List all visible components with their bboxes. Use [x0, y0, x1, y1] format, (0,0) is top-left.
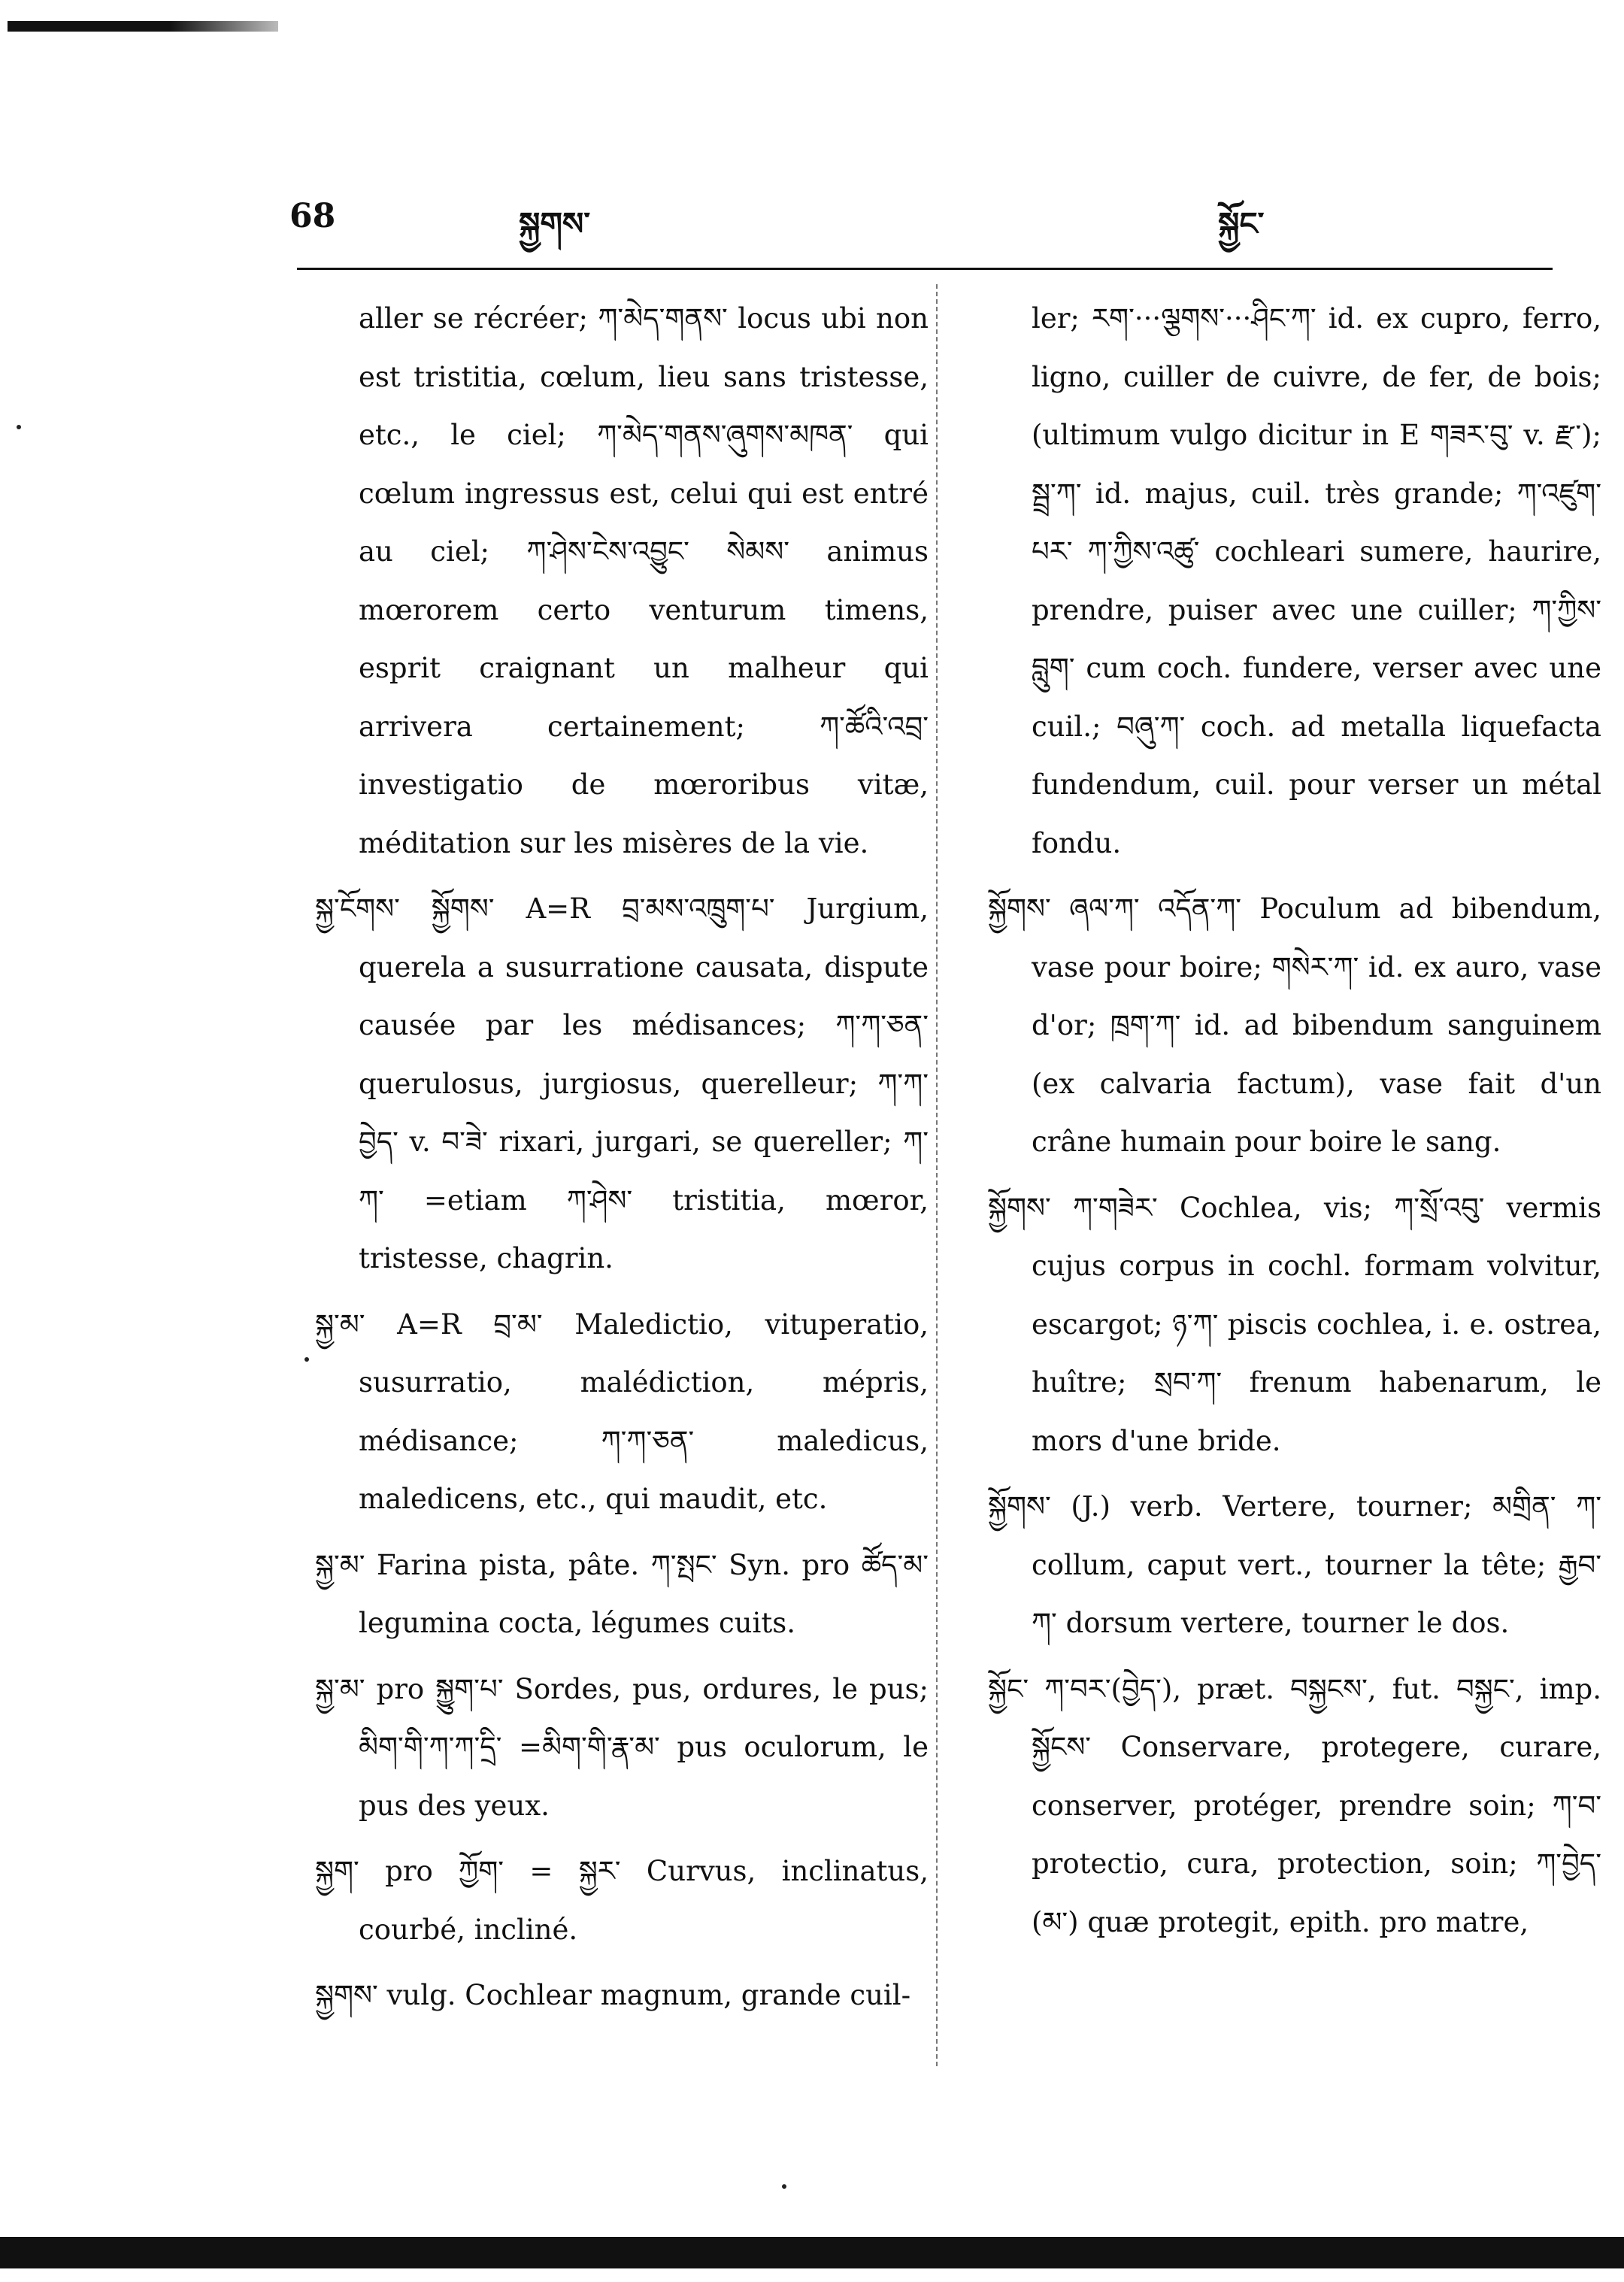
left-column: [304, 289, 929, 2032]
entry-text: སྐྱ་ངོགས་ སྐྱོགས་ A=R བྲ་མས་འཁྲུག་པ་ Jurgium, querela a susurratione causata, dispute causée par les médisances; ཀ་ཀ་ཅན་ querulosus, jurgiosus, querelleur; ཀ་ཀ་བྱེད་ v. བ་ཟེ་ rixari, jurgari, se quereller; ཀ་ཀ་ =etiam ཀ་ཤེས་ tristitia, mœror, tristesse, chagrin.: [315, 892, 929, 1274]
dictionary-entry: [977, 880, 1601, 1171]
scan-edge-mark: [8, 21, 278, 32]
header-rule: [297, 268, 1553, 270]
dictionary-entry: [304, 1966, 929, 2025]
dictionary-entry: [977, 1660, 1601, 1952]
entry-text: སྐྱགས་ vulg. Cochlear magnum, grande cuil-: [315, 1979, 911, 2011]
entry-text: aller se récréer; ཀ་མེད་གནས་ locus ubi non est tristitia, cœlum, lieu sans tristesse, etc., le ciel; ཀ་མེད་གནས་ཞུགས་མཁན་ qui cœlum ingressus est, celui qui est entré au ciel; ཀ་ཤེས་ངེས་འབྱུང་ སེམས་ animus mœrorem certo venturum timens, esprit craignant un malheur qui arrivera certainement; ཀ་ཚོའི་འབྲ་ investigatio de mœroribus vitæ, méditation sur les misères de la vie.: [359, 302, 929, 859]
right-headword: སྐྱོང་: [1218, 205, 1265, 242]
left-headword: སྐྱགས་: [519, 205, 591, 242]
entry-text: སྐྱོགས་ ཀ་གཟེར་ Cochlea, vis; ཀ་སྲོ་འབུ་ vermis cujus corpus in cochl. formam volvitur, escargot; ཉ་ཀ་ piscis cochlea, i. e. ostrea, huître; སྲབ་ཀ་ frenum habenarum, le mors d'une bride.: [988, 1191, 1601, 1457]
dictionary-entry: [304, 1296, 929, 1529]
dictionary-entry: [304, 1842, 929, 1959]
right-column: [977, 289, 1601, 1959]
entry-text: སྐྱོགས་ ཞལ་ཀ་ འདོན་ཀ་ Poculum ad bibendum, vase pour boire; གསེར་ཀ་ id. ex auro, vase d'or; ཁྲག་ཀ་ id. ad bibendum sanguinem (ex calvaria factum), vase fait d'un crâne humain pour boire le sang.: [988, 892, 1601, 1158]
dictionary-entry: [304, 1660, 929, 1835]
column-divider: [936, 284, 938, 2066]
page-number: 68: [289, 197, 336, 235]
dictionary-entry: [304, 1536, 929, 1653]
dictionary-entry: [977, 289, 1601, 872]
dictionary-entry: [304, 289, 929, 872]
entry-text: ler; རག་···ལྕགས་···ཤིང་ཀ་ id. ex cupro, ferro, ligno, cuiller de cuivre, de fer, de bois; (ultimum vulgo dicitur in E གཟར་བུ་ v. རྫ་); སྦྲ་ཀ་ id. majus, cuil. très grande; ཀ་འཛུག་པར་ ཀ་ཀྱིས་འཚུ་ cochleari sumere, haurire, prendre, puiser avec une cuiller; ཀ་ཀྱིས་བླུག་ cum coch. fundere, verser avec une cuil.; བཞུ་ཀ་ coch. ad metalla liquefacta fundendum, cuil. pour verser un métal fondu.: [1032, 302, 1601, 859]
dictionary-entry: [977, 1179, 1601, 1471]
scan-bottom-edge: [0, 2237, 1624, 2268]
page-header: [0, 188, 1624, 263]
entry-text: སྐྱ་མ་ pro སྐྱུག་པ་ Sordes, pus, ordures, le pus; མིག་གི་ཀ་ཀ་དྲི་ =མིག་གི་རྣ་མ་ pus oculorum, le pus des yeux.: [315, 1672, 929, 1822]
scan-speck: [304, 1357, 309, 1362]
entry-text: སྐྱ་མ་ A=R བྲ་མ་ Maledictio, vituperatio, susurratio, malédiction, mépris, médisance; ཀ་ཀ་ཅན་ maledicus, maledicens, etc., qui maudit, etc.: [315, 1308, 929, 1515]
entry-text: སྐྱོགས་ (J.) verb. Vertere, tourner; མགྲིན་ ཀ་ collum, caput vert., tourner la tête; རྒྱབ་ཀ་ dorsum vertere, tourner le dos.: [988, 1490, 1601, 1639]
scan-speck: [17, 425, 21, 429]
dictionary-entry: [977, 1477, 1601, 1653]
dictionary-entry: [304, 880, 929, 1288]
scan-speck: [782, 2184, 786, 2189]
entry-text: སྐྱ་མ་ Farina pista, pâte. ཀ་སྤང་ Syn. pro ཚོད་མ་ legumina cocta, légumes cuits.: [315, 1548, 929, 1639]
entry-text: སྐྱོང་ ཀ་བར་(བྱེད་), præt. བསྐྱངས་, fut. བསྐྱང་, imp. སྐྱོངས་ Conservare, protegere, curare, conserver, protéger, prendre soin; ཀ་བ་ protectio, cura, protection, soin; ཀ་བྱེད་(མ་) quæ protegit, epith. pro matre,: [988, 1672, 1601, 1938]
entry-text: སྐྱག་ pro ཀྱོག་ = སྐྱར་ Curvus, inclinatus, courbé, incliné.: [315, 1855, 929, 1946]
